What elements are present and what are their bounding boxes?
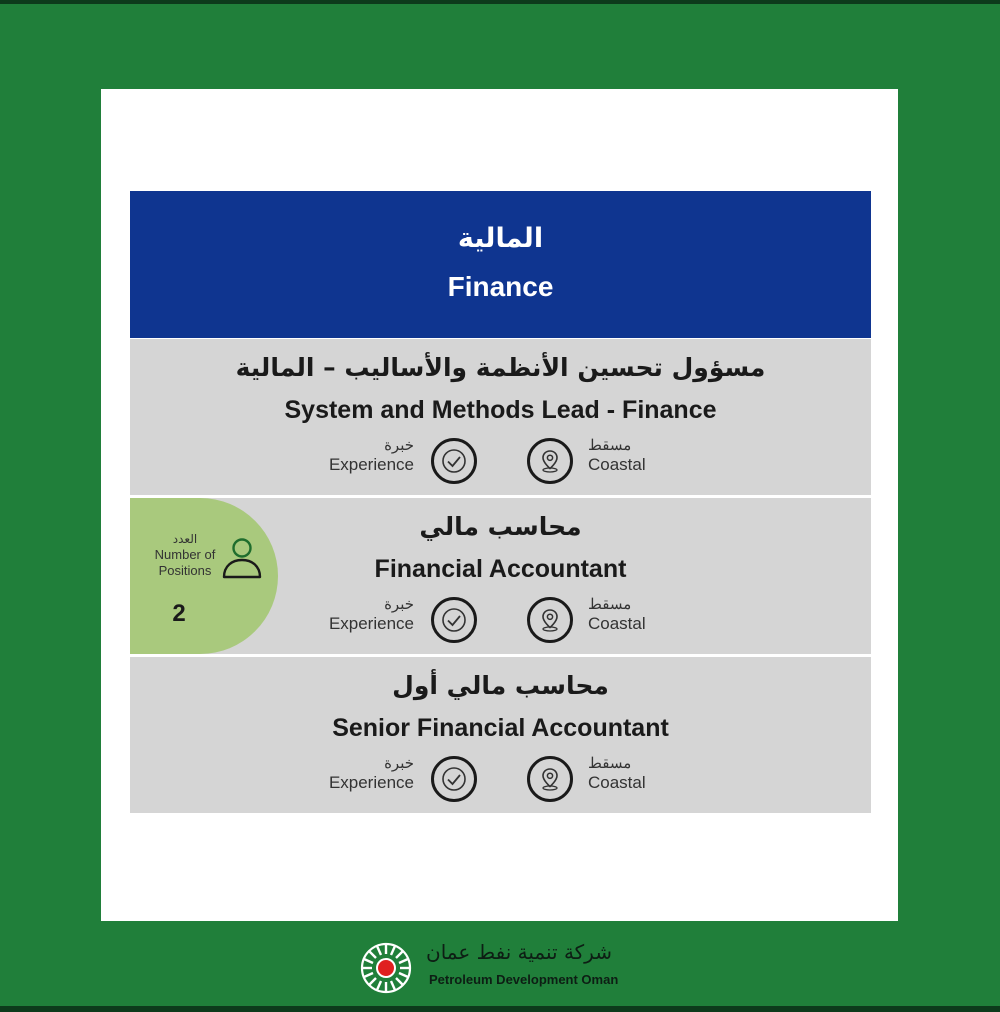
experience-label-ar: خبرة: [384, 755, 414, 772]
location-label-ar: مسقط: [588, 437, 632, 454]
job-row[interactable]: [130, 657, 871, 813]
top-border: [0, 0, 1000, 4]
map-pin-icon: [527, 597, 573, 643]
job-title-ar: محاسب مالي أول: [392, 671, 609, 700]
check-circle-icon: [431, 756, 477, 802]
job-title-ar: محاسب مالي: [419, 512, 582, 541]
experience-label-en: Experience: [328, 614, 414, 633]
experience-label-en: Experience: [328, 455, 414, 474]
job-row[interactable]: [130, 339, 871, 495]
positions-label-en: Number of Positions: [154, 547, 216, 578]
person-icon: [218, 536, 266, 586]
department-header: [130, 191, 871, 338]
experience-label-en: Experience: [328, 773, 414, 792]
location-label-en: Coastal: [588, 455, 646, 474]
department-title-ar: المالية: [457, 223, 544, 254]
experience-label: [320, 755, 414, 793]
experience-label: [320, 437, 414, 475]
department-title-en: Finance: [447, 271, 554, 302]
experience-label-ar: خبرة: [384, 596, 414, 613]
location-label: [588, 437, 688, 475]
company-name-ar: شركة تنمية نفط عمان: [426, 940, 612, 964]
map-pin-icon: [527, 438, 573, 484]
pdo-sun-logo-icon: [358, 940, 414, 1000]
job-title-en: Financial Accountant: [374, 555, 627, 583]
map-pin-icon: [527, 756, 573, 802]
location-label-ar: مسقط: [588, 596, 632, 613]
positions-count: 2: [172, 600, 186, 627]
check-circle-icon: [431, 438, 477, 484]
location-label-ar: مسقط: [588, 755, 632, 772]
location-label: [588, 596, 688, 634]
job-title-ar: مسؤول تحسين الأنظمة والأساليب – المالية: [235, 353, 766, 382]
job-title-en: System and Methods Lead - Finance: [284, 396, 717, 424]
company-name-en: Petroleum Development Oman: [429, 972, 619, 987]
job-title-en: Senior Financial Accountant: [332, 714, 669, 742]
positions-label-ar: العدد: [172, 532, 198, 546]
check-circle-icon: [431, 597, 477, 643]
location-label-en: Coastal: [588, 614, 646, 633]
experience-label-ar: خبرة: [384, 437, 414, 454]
bottom-border: [0, 1006, 1000, 1012]
location-label: [588, 755, 688, 793]
footer: [0, 930, 1000, 1000]
location-label-en: Coastal: [588, 773, 646, 792]
experience-label: [320, 596, 414, 634]
